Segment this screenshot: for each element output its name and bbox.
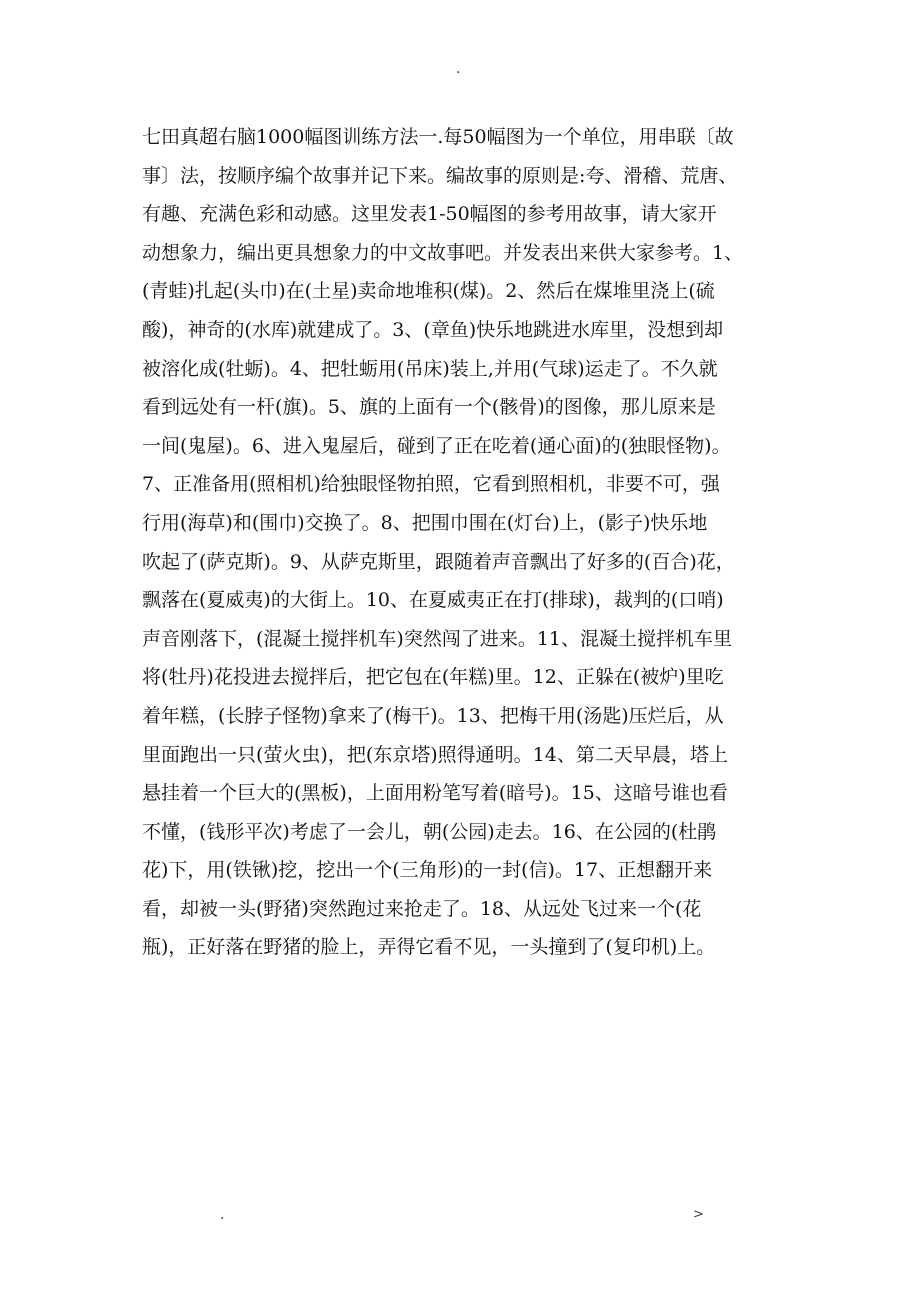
text-line-10: 7、正准备用(照相机)给独眼怪物拍照，它看到照相机，非要不可，强 [142,473,720,496]
text-line-1: 七田真超右脑1000幅图训练方法一.每50幅图为一个单位，用串联〔故 [142,126,734,148]
text-line-22: 瓶)，正好落在野猪的脸上，弄得它看不见，一头撞到了(复印机)上。 [142,936,716,959]
text-line-5: (青蛙)扎起(头巾)在(土星)卖命地堆积(煤)。2、然后在煤堆里浇上(硫 [142,280,715,303]
text-line-8: 看到远处有一杆(旗)。5、旗的上面有一个(骸骨)的图像，那儿原来是 [142,396,716,419]
text-line-19: 不懂，(钱形平次)考虑了一会儿，朝(公园)走去。16、在公园的(杜鹃 [142,820,717,843]
header-mark: . [456,61,461,77]
footer-right-mark: > [693,1207,704,1222]
text-line-3: 有趣、充满色彩和动感。这里发表1-50幅图的参考用故事，请大家开 [142,203,717,226]
text-line-7: 被溶化成(牡蛎)。4、把牡蛎用(吊床)装上,并用(气球)运走了。不久就 [142,357,718,380]
text-line-4: 动想象力，编出更具想象力的中文故事吧。并发表出来供大家参考。1、 [142,241,744,264]
text-line-11: 行用(海草)和(围巾)交换了。8、把围巾围在(灯台)上，(影子)快乐地 [142,511,708,534]
document-body [142,118,782,967]
text-line-18: 悬挂着一个巨大的(黑板)，上面用粉笔写着(暗号)。15、这暗号谁也看 [142,782,728,805]
text-line-14: 声音刚落下，(混凝土搅拌机车)突然闯了进来。11、混凝土搅拌机车里 [142,627,733,650]
text-line-2: 事〕法，按顺序编个故事并记下来。编故事的原则是:夸、滑稽、荒唐、 [142,164,738,187]
text-line-17: 里面跑出一只(萤火虫)，把(东京塔)照得通明。14、第二天早晨，塔上 [142,743,728,766]
text-line-9: 一间(鬼屋)。6、进入鬼屋后，碰到了正在吃着(通心面)的(独眼怪物)。 [142,434,731,457]
text-line-16: 着年糕，(长脖子怪物)拿来了(梅干)。13、把梅干用(汤匙)压烂后，从 [142,704,724,727]
text-line-6: 酸)，神奇的(水库)就建成了。3、(章鱼)快乐地跳进水库里，没想到却 [142,318,724,341]
text-line-15: 将(牡丹)花投进去搅拌后，把它包在(年糕)里。12、正躲在(被炉)里吃 [142,666,724,689]
text-line-12: 吹起了(萨克斯)。9、从萨克斯里，跟随着声音飘出了好多的(百合)花， [142,550,735,573]
text-line-20: 花)下，用(铁锹)挖，挖出一个(三角形)的一封(信)。17、正想翻开来 [142,859,713,882]
text-line-21: 看，却被一头(野猪)突然跑过来抢走了。18、从远处飞过来一个(花 [142,897,702,920]
text-line-13: 飘落在(夏威夷)的大街上。10、在夏威夷正在打(排球)，裁判的(口哨) [142,589,724,612]
footer-left-mark: . [220,1207,225,1223]
